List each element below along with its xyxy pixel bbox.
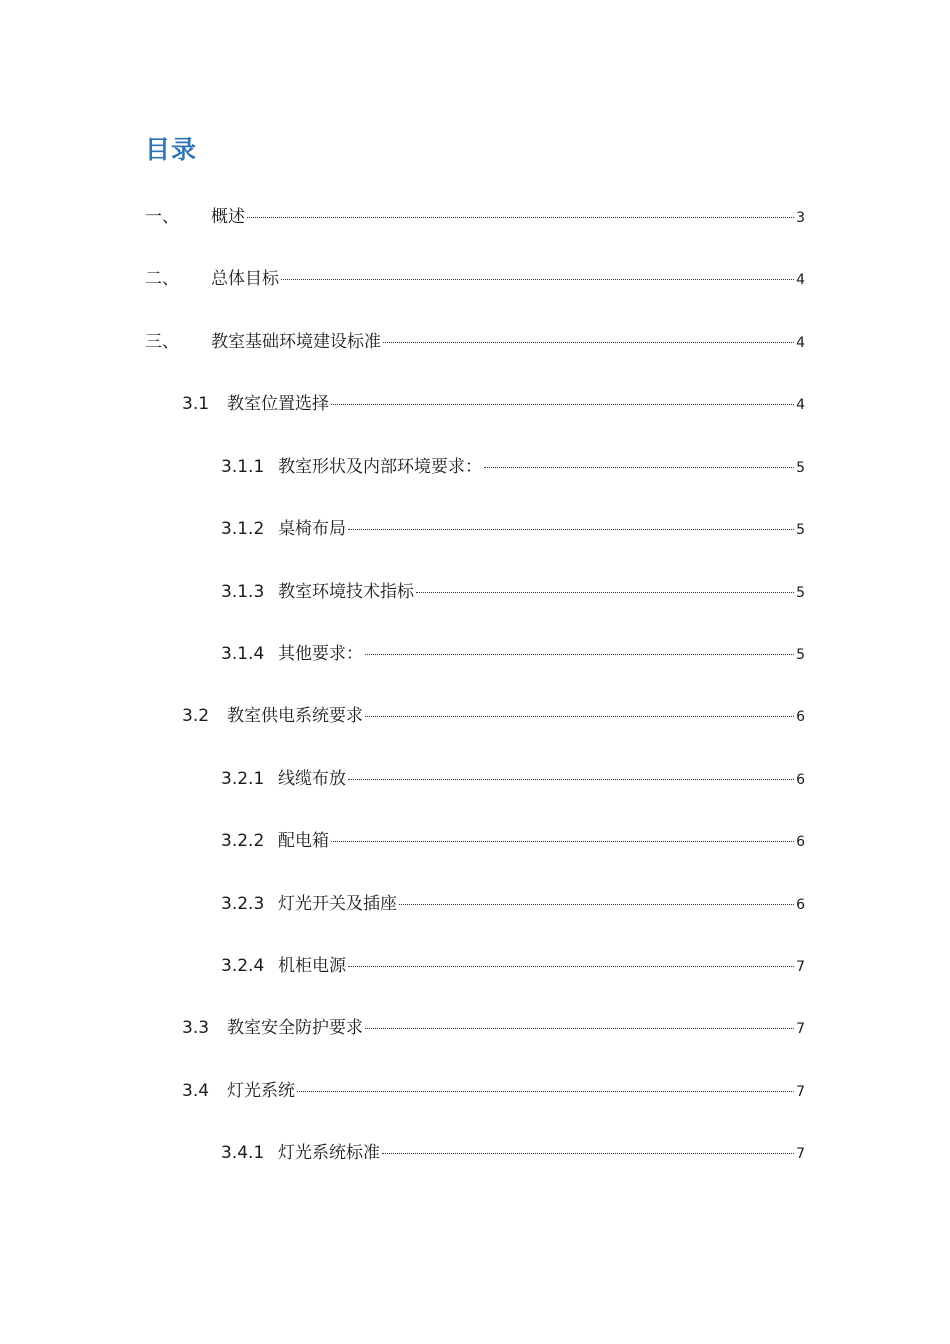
toc-entry-label: 概述	[211, 207, 245, 227]
toc-entry-label: 灯光开关及插座	[278, 894, 397, 914]
toc-entry-number: 一、	[145, 207, 179, 227]
toc-entry-page: 6	[796, 772, 805, 788]
toc-entry-label: 教室位置选择	[227, 394, 329, 414]
toc-entry-number: 3.1.3	[221, 582, 265, 602]
toc-dot-leader	[365, 654, 794, 655]
toc-entry-label: 灯光系统	[227, 1081, 295, 1101]
toc-dot-leader	[484, 467, 794, 468]
toc-entry[interactable]	[221, 889, 805, 919]
toc-entry-page: 5	[796, 460, 805, 476]
toc-entry[interactable]	[221, 951, 805, 981]
toc-dot-leader	[382, 1153, 794, 1154]
toc-entry-number: 3.2.2	[221, 831, 265, 851]
toc-entry[interactable]	[221, 577, 805, 607]
toc-entry-label: 配电箱	[278, 831, 329, 851]
toc-title: 目录	[145, 135, 198, 164]
toc-entry[interactable]	[221, 764, 805, 794]
toc-dot-leader	[331, 841, 794, 842]
toc-entry-label: 教室环境技术指标	[278, 582, 414, 602]
toc-dot-leader	[416, 592, 794, 593]
toc-entry[interactable]	[221, 452, 805, 482]
toc-entry-number: 3.1.2	[221, 519, 265, 539]
toc-entry-number: 3.1.1	[221, 457, 265, 477]
toc-dot-leader	[348, 529, 794, 530]
toc-dot-leader	[399, 904, 794, 905]
toc-entry[interactable]	[145, 264, 805, 294]
toc-entry-number: 3.1.4	[221, 644, 265, 664]
toc-entry[interactable]	[145, 202, 805, 232]
toc-entry-number: 3.2.1	[221, 769, 265, 789]
toc-entry-label: 教室基础环境建设标准	[211, 332, 381, 352]
toc-dot-leader	[297, 1091, 794, 1092]
toc-entry-number: 3.2	[182, 706, 210, 726]
toc-entry[interactable]	[182, 389, 805, 419]
toc-entry-number: 3.1	[182, 394, 210, 414]
toc-entry-label: 教室供电系统要求	[227, 706, 363, 726]
toc-entry-page: 7	[796, 1084, 805, 1100]
toc-dot-leader	[281, 279, 794, 280]
toc-entry-number: 3.4.1	[221, 1143, 265, 1163]
toc-entry-page: 5	[796, 647, 805, 663]
toc-entry-page: 4	[796, 397, 805, 413]
toc-entry-page: 7	[796, 1021, 805, 1037]
toc-entry[interactable]	[182, 1076, 805, 1106]
toc-dot-leader	[348, 779, 794, 780]
toc-entry-page: 4	[796, 272, 805, 288]
toc-entry-number: 3.4	[182, 1081, 210, 1101]
toc-dot-leader	[365, 1028, 794, 1029]
toc-entry-label: 桌椅布局	[278, 519, 346, 539]
toc-entry-page: 6	[796, 834, 805, 850]
toc-entry-page: 7	[796, 1146, 805, 1162]
toc-entry-page: 5	[796, 585, 805, 601]
toc-dot-leader	[365, 716, 794, 717]
toc-dot-leader	[383, 342, 794, 343]
toc-entry-page: 6	[796, 897, 805, 913]
toc-dot-leader	[331, 404, 794, 405]
toc-dot-leader	[348, 966, 794, 967]
toc-entry-number: 3.2.4	[221, 956, 265, 976]
toc-entry[interactable]	[221, 514, 805, 544]
toc-entry-page: 7	[796, 959, 805, 975]
toc-entry-number: 二、	[145, 269, 179, 289]
toc-entry-label: 教室安全防护要求	[227, 1018, 363, 1038]
toc-entry-label: 教室形状及内部环境要求：	[278, 457, 482, 477]
toc-entry-number: 3.2.3	[221, 894, 265, 914]
toc-entry-page: 5	[796, 522, 805, 538]
toc-entry-number: 3.3	[182, 1018, 210, 1038]
toc-entry-label: 其他要求：	[278, 644, 363, 664]
toc-entry[interactable]	[221, 1138, 805, 1168]
toc-entry-page: 4	[796, 335, 805, 351]
toc-entry[interactable]	[221, 639, 805, 669]
toc-entry-label: 灯光系统标准	[278, 1143, 380, 1163]
toc-dot-leader	[247, 217, 794, 218]
toc-entry-page: 3	[796, 210, 805, 226]
toc-entry-label: 线缆布放	[278, 769, 346, 789]
toc-entry[interactable]	[221, 826, 805, 856]
toc-entry[interactable]	[145, 327, 805, 357]
toc-entry[interactable]	[182, 1013, 805, 1043]
toc-entry-label: 总体目标	[211, 269, 279, 289]
toc-entry-label: 机柜电源	[278, 956, 346, 976]
toc-entry-page: 6	[796, 709, 805, 725]
toc-entry-number: 三、	[145, 332, 179, 352]
toc-entry[interactable]	[182, 701, 805, 731]
